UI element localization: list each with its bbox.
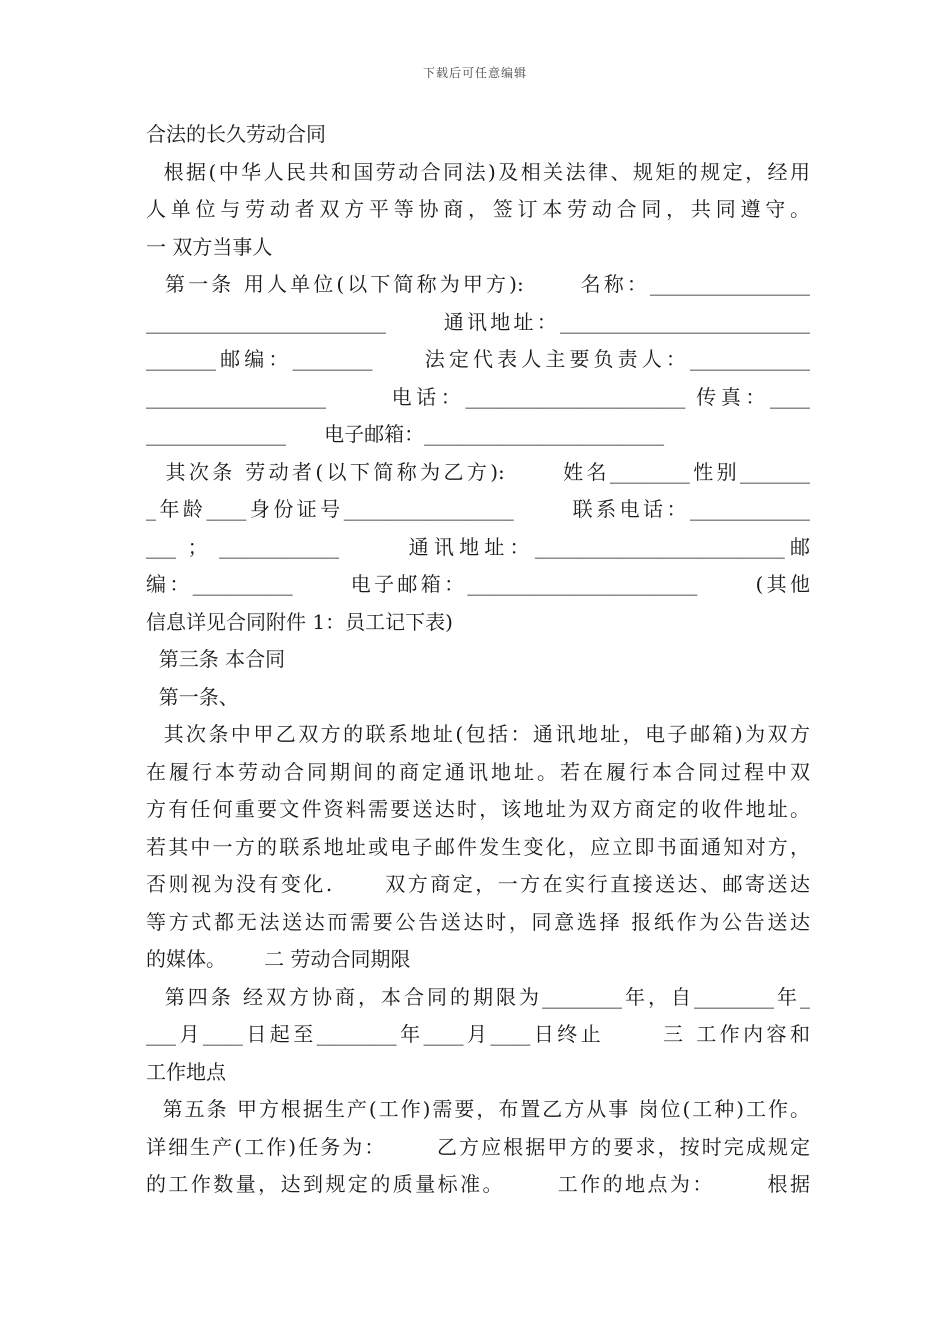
paragraph-line: 人单位与劳动者双方平等协商，签订本劳动合同，共同遵守。 xyxy=(146,197,810,221)
paragraph-line: 详细生产(工作)任务为： 乙方应根据甲方的要求，按时完成规定 xyxy=(146,1134,810,1159)
paragraph-line: 方有任何重要文件资料需要送达时，该地址为双方商定的收件地址。 xyxy=(146,797,810,821)
paragraph-line: 若其中一方的联系地址或电子邮件发生变化，应立即书面通知对方， xyxy=(146,834,810,859)
paragraph-line: ______________ 电子邮箱：________________________ xyxy=(146,422,665,446)
paragraph-line: ___ ； ____________ 通讯地址：_________________________邮 xyxy=(146,534,810,559)
paragraph-line: 信息详见合同附件 1：员工记下表) xyxy=(146,609,453,634)
paragraph-line: 的媒体。 二 劳动合同期限 xyxy=(146,947,411,971)
paragraph-line: 工作地点 xyxy=(146,1059,226,1084)
page-header-watermark: 下载后可任意编辑 xyxy=(422,66,527,80)
paragraph-line: _______邮编：________ 法定代表人主要负责人：____________ xyxy=(146,347,810,371)
document-title: 合法的长久劳动合同 xyxy=(146,122,326,146)
paragraph-line: 第四条 经双方协商，本合同的期限为________年，自________年_ xyxy=(146,984,810,1009)
paragraph-line: 第一条 用人单位(以下简称为甲方): 名称：________________ xyxy=(146,272,810,296)
paragraph-line: ________________________ 通讯地址：_________________________ xyxy=(146,309,810,334)
paragraph-line: 编：__________ 电子邮箱：_______________________ (其他 xyxy=(146,572,810,596)
paragraph-line: ___月____日起至________年____月____日终止 三 工作内容和 xyxy=(146,1022,810,1046)
document-body xyxy=(146,116,810,1204)
paragraph-line: _年龄____身份证号_________________ 联系电话：____________ xyxy=(146,497,810,521)
paragraph-line: __________________ 电话：______________________ 传真：____ xyxy=(146,384,810,409)
article-heading: 第一条、 xyxy=(146,684,239,709)
paragraph-line: 第五条 甲方根据生产(工作)需要，布置乙方从事 岗位(工种)工作。 xyxy=(146,1097,810,1121)
paragraph-line: 其次条 劳动者(以下简称为乙方): 姓名________性别_______ xyxy=(146,459,810,484)
paragraph-line: 等方式都无法送达而需要公告送达时，同意选择 报纸作为公告送达 xyxy=(146,909,810,934)
paragraph-line: 其次条中甲乙双方的联系地址(包括：通讯地址，电子邮箱)为双方 xyxy=(146,722,810,746)
section-heading: 一 双方当事人 xyxy=(146,234,273,259)
paragraph-line: 否则视为没有变化. 双方商定，一方在实行直接送达、邮寄送达 xyxy=(146,872,810,896)
article-heading: 第三条 本合同 xyxy=(146,647,286,671)
paragraph-line: 根据(中华人民共和国劳动合同法)及相关法律、规矩的规定，经用 xyxy=(146,159,810,184)
paragraph-line: 的工作数量，达到规定的质量标准。 工作的地点为： 根据 xyxy=(146,1172,810,1196)
paragraph-line: 在履行本劳动合同期间的商定通讯地址。若在履行本合同过程中双 xyxy=(146,759,810,784)
